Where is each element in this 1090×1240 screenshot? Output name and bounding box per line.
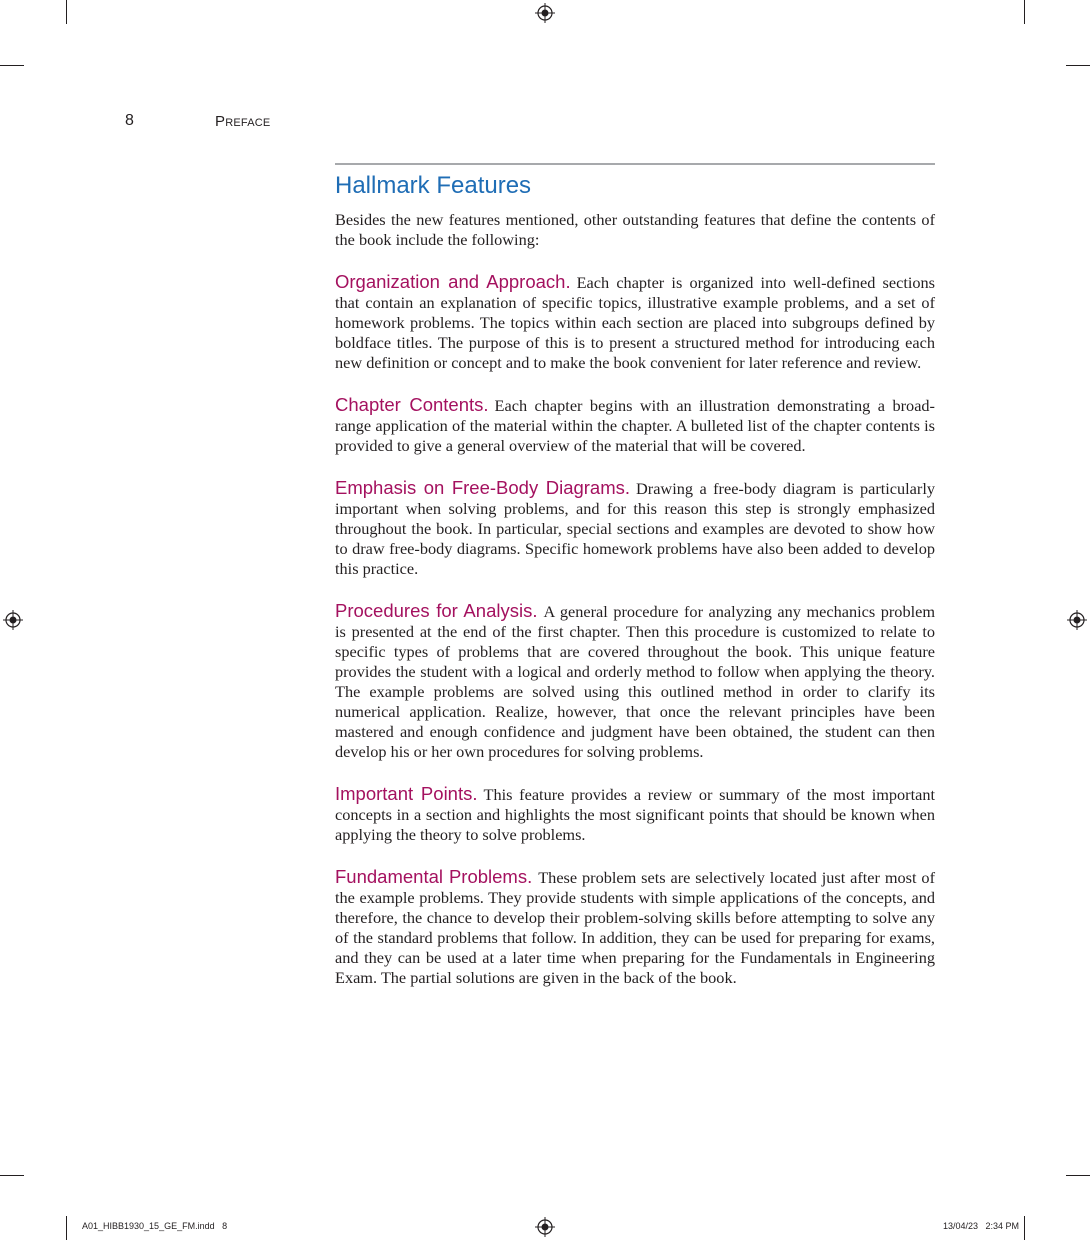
registration-target-icon: [535, 1217, 555, 1237]
section-rule: [335, 163, 935, 165]
slug-filename: A01_HIBB1930_15_GE_FM.indd 8: [82, 1221, 228, 1231]
crop-mark-bottom-left: [66, 1216, 67, 1240]
feature-paragraph: [335, 867, 935, 988]
feature-body: A general procedure for analyzing any mechanics problem is presented at the end of the first chapter. Then this procedure is customized to relate to specific types of problems that are covered throughout the book. This unique feature provides the student with a logical and orderly method to follow when applying the theory. The example problems are solved using this outlined method in order to clarify its numerical application. Realize, however, that once the relevant principles have been mastered and enough confidence and judgment have been obtained, the student can then develop his or her own procedures for solving problems.: [335, 602, 935, 761]
feature-title: Procedures for Analysis.: [335, 600, 538, 621]
feature-body: Each chapter begins with an illustration demonstrating a broad-range application of the material within the chapter. A bulleted list of the chapter contents is provided to give a general overview of the material that will be covered.: [335, 396, 935, 455]
section-title: Hallmark Features: [335, 172, 532, 199]
feature-title: Organization and Approach.: [335, 271, 571, 292]
crop-mark-left-top: [0, 65, 24, 66]
feature-paragraph: [335, 784, 935, 845]
registration-target-icon: [535, 3, 555, 23]
feature-paragraph: [335, 478, 935, 579]
crop-mark-right-bottom: [1066, 1175, 1090, 1176]
feature-body: Each chapter is organized into well-defined sections that contain an explanation of specific topics, illustrative example problems, and a set of homework problems. The topics within each section are placed into subgroups defined by boldface titles. The purpose of this is to present a structured method for introducing each new definition or concept and to make the book convenient for later reference and review.: [335, 273, 935, 372]
feature-title: Chapter Contents.: [335, 394, 489, 415]
registration-target-icon: [3, 610, 23, 630]
feature-paragraph: [335, 272, 935, 373]
feature-title: Important Points.: [335, 783, 478, 804]
running-head: Preface: [215, 113, 271, 130]
section-intro: Besides the new features mentioned, other outstanding features that define the contents of the book include the following:: [335, 210, 935, 249]
crop-mark-top-left: [66, 0, 67, 24]
feature-body: This feature provides a review or summary of the most important concepts in a section and highlights the most significant points that should be known when applying the theory to solve problems.: [335, 785, 935, 844]
crop-mark-left-bottom: [0, 1175, 24, 1176]
crop-mark-right-top: [1066, 65, 1090, 66]
feature-body: These problem sets are selectively located just after most of the example problems. They provide students with simple applications of the concepts, and therefore, the chance to develop their problem-solving skills before attempting to solve any of the standard problems that follow. In addition, they can be used for preparing for exams, and they can be used at a later time when preparing for the Fundamentals in Engineering Exam. The partial solutions are given in the back of the book.: [335, 868, 935, 987]
feature-paragraph: [335, 395, 935, 456]
crop-mark-bottom-right: [1024, 1216, 1025, 1240]
feature-paragraph: [335, 601, 935, 762]
page-number: 8: [125, 112, 134, 129]
slug-timestamp: 13/04/23 2:34 PM: [942, 1221, 1019, 1231]
text-column: [335, 163, 935, 988]
crop-mark-top-right: [1024, 0, 1025, 24]
feature-body: Drawing a free-body diagram is particularly important when solving problems, and for this reason this step is strongly emphasized throughout the book. In particular, special sections and examples are devoted to show how to draw free-body diagrams. Specific homework problems have also been added to develop this practice.: [335, 479, 935, 578]
feature-title: Emphasis on Free-Body Diagrams.: [335, 477, 631, 498]
registration-target-icon: [1067, 610, 1087, 630]
feature-title: Fundamental Problems.: [335, 866, 533, 887]
